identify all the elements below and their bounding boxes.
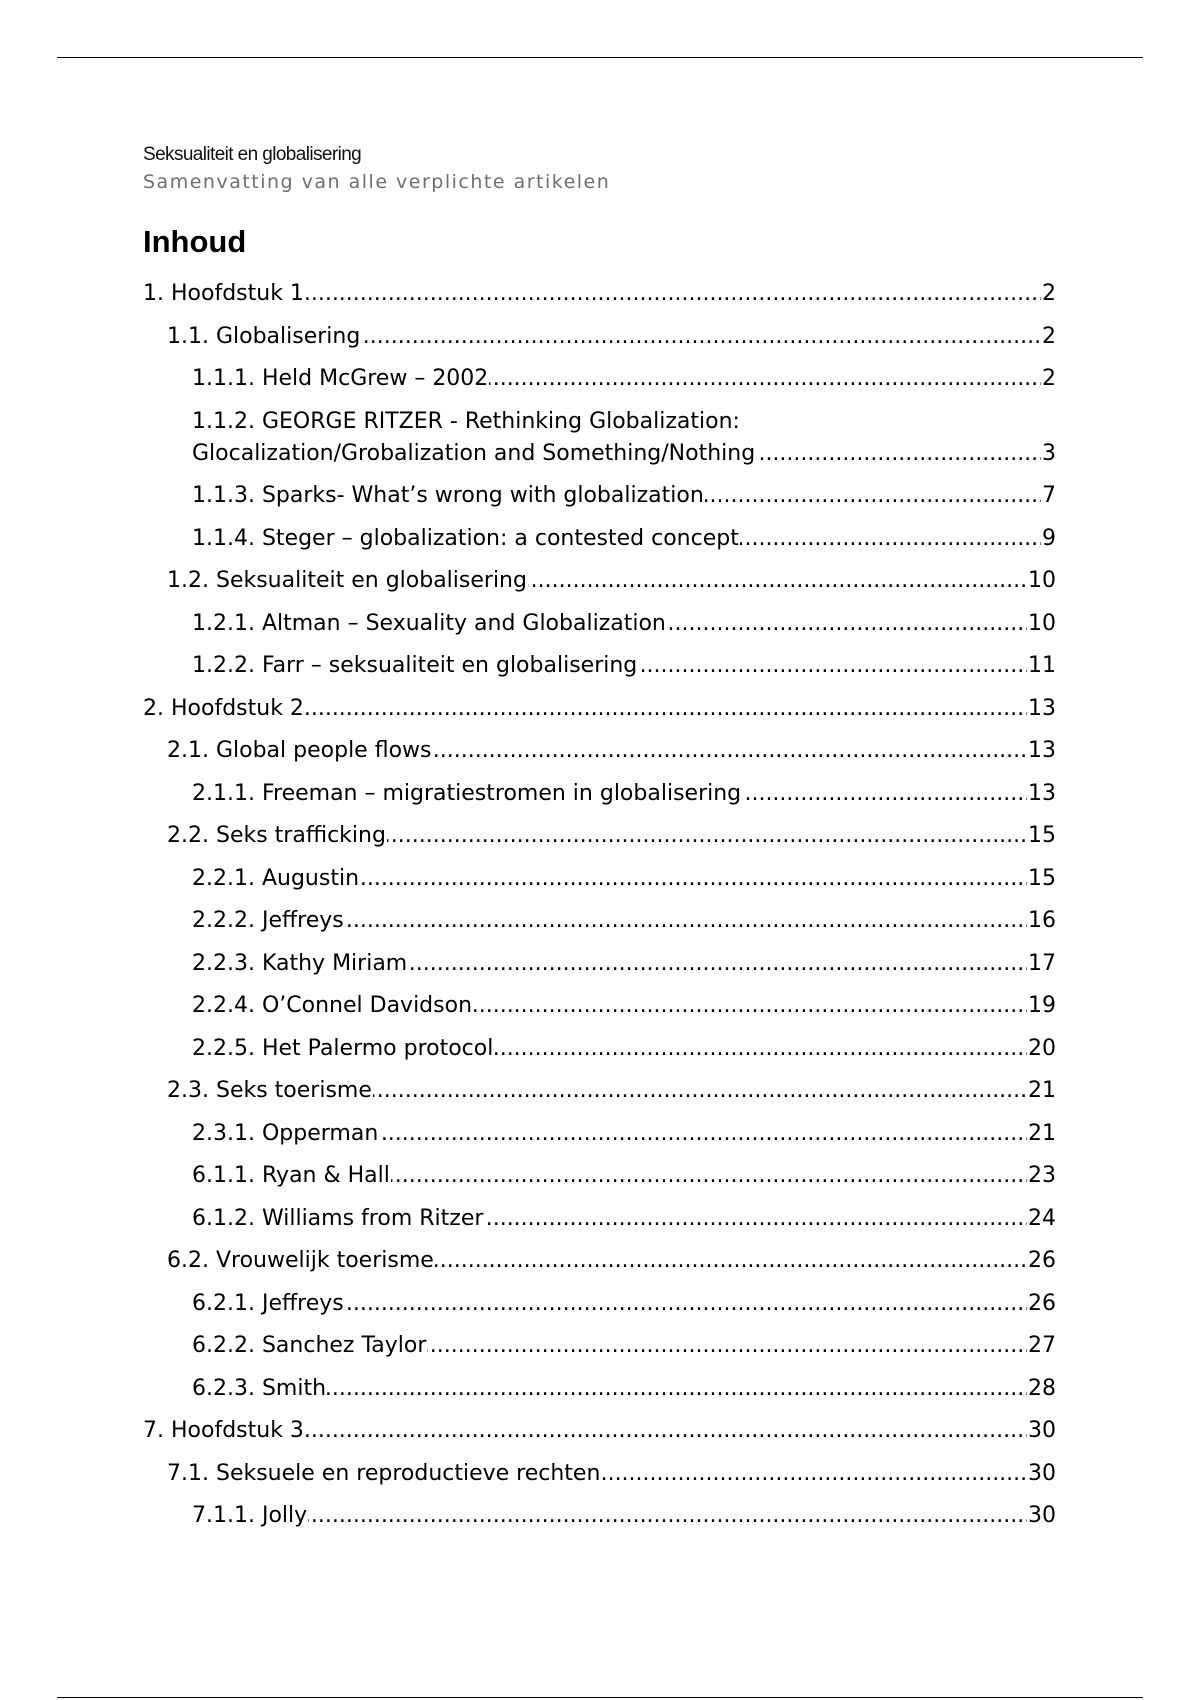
toc-entry-page-number: 26 — [1027, 1245, 1056, 1277]
toc-entry[interactable] — [143, 523, 1056, 555]
toc-entry-page-number: 15 — [1027, 820, 1056, 852]
toc-entry-page-number: 11 — [1027, 650, 1056, 682]
toc-entry[interactable] — [143, 863, 1056, 895]
toc-entry-leader — [143, 278, 1056, 310]
toc-entry-page-number: 24 — [1027, 1203, 1056, 1235]
toc-entry-leader — [143, 1415, 1056, 1447]
toc-entry-leader — [167, 1075, 1056, 1107]
toc-entry-leader — [192, 905, 1056, 937]
toc-entry-label-line1: 1.1.2. GEORGE RITZER - Rethinking Globalization: — [192, 408, 740, 434]
toc-entry-leader — [167, 1458, 1056, 1490]
document-subtitle: Samenvatting van alle verplichte artikelen — [143, 171, 611, 193]
toc-entry-label: 1.1.4. Steger – globalization: a contested concept — [192, 525, 739, 551]
toc-entry-label: 6.1.2. Williams from Ritzer — [192, 1205, 484, 1231]
toc-entry-leader — [192, 990, 1056, 1022]
toc-entry-leader — [192, 948, 1056, 980]
toc-entry-leader — [167, 820, 1056, 852]
toc-entry-label: 7.1. Seksuele en reproductieve rechten — [167, 1460, 601, 1486]
toc-entry-page-number: 16 — [1027, 905, 1056, 937]
toc-entry-leader — [143, 693, 1056, 725]
toc-entry-page-number: 17 — [1027, 948, 1056, 980]
toc-entry[interactable] — [143, 1245, 1056, 1277]
toc-entry[interactable] — [143, 406, 1056, 470]
toc-entry[interactable] — [143, 990, 1056, 1022]
toc-entry-page-number: 30 — [1027, 1500, 1056, 1532]
toc-entry[interactable] — [143, 1203, 1056, 1235]
toc-entry-page-number: 21 — [1027, 1118, 1056, 1150]
table-of-contents — [143, 278, 1056, 1543]
footer-rule — [57, 1697, 1143, 1698]
toc-entry-page-number: 2 — [1041, 321, 1056, 353]
toc-entry-label: 6.2.3. Smith — [192, 1375, 327, 1401]
toc-entry-label: 6.2.2. Sanchez Taylor — [192, 1333, 427, 1358]
toc-entry-leader — [167, 1245, 1056, 1277]
toc-entry[interactable] — [143, 905, 1056, 937]
toc-entry-page-number: 2 — [1041, 278, 1056, 310]
toc-entry-leader — [192, 608, 1056, 640]
toc-entry[interactable] — [143, 1458, 1056, 1490]
toc-entry-leader — [192, 1500, 1056, 1532]
toc-entry-leader — [167, 735, 1056, 767]
toc-entry-page-number: 28 — [1027, 1373, 1056, 1405]
toc-entry-page-number: 13 — [1027, 735, 1056, 767]
toc-entry[interactable] — [143, 321, 1056, 353]
toc-entry-leader — [192, 1203, 1056, 1235]
toc-entry-page-number: 19 — [1027, 990, 1056, 1022]
toc-entry-label: 1. Hoofdstuk 1 — [143, 281, 304, 306]
toc-entry-label: 2.1. Global people flows — [167, 738, 432, 763]
toc-entry-label: 6.1.1. Ryan & Hall — [192, 1163, 390, 1188]
toc-entry[interactable] — [143, 1033, 1056, 1065]
toc-entry-label: 2.2.2. Jeffreys — [192, 908, 344, 933]
toc-entry-page-number: 27 — [1027, 1330, 1056, 1362]
toc-entry-page-number: 23 — [1027, 1160, 1056, 1192]
toc-entry[interactable] — [143, 1118, 1056, 1150]
toc-entry-leader — [192, 863, 1056, 895]
toc-entry[interactable] — [143, 278, 1056, 310]
toc-entry-page-number: 30 — [1027, 1415, 1056, 1447]
toc-entry[interactable] — [143, 608, 1056, 640]
toc-entry-page-number: 13 — [1027, 778, 1056, 810]
toc-entry[interactable] — [143, 1160, 1056, 1192]
toc-entry-page-number: 2 — [1041, 363, 1056, 395]
toc-entry-label: 1.2. Seksualiteit en globalisering — [167, 568, 527, 593]
toc-entry-label: 2.2.5. Het Palermo protocol — [192, 1035, 494, 1061]
toc-entry-leader — [192, 1373, 1056, 1405]
toc-entry-leader — [167, 321, 1056, 353]
document-header — [143, 143, 1063, 194]
toc-entry-label: 2.3.1. Opperman — [192, 1120, 379, 1146]
toc-entry[interactable] — [143, 735, 1056, 767]
toc-entry[interactable] — [143, 693, 1056, 725]
toc-entry-label: 1.2.1. Altman – Sexuality and Globalization — [192, 610, 666, 636]
toc-entry-leader — [192, 1330, 1056, 1362]
toc-entry-leader — [192, 1118, 1056, 1150]
toc-entry-page-number: 3 — [1041, 438, 1056, 470]
toc-entry[interactable] — [143, 565, 1056, 597]
toc-entry-label: 1.1.1. Held McGrew – 2002 — [192, 366, 489, 391]
toc-entry-label: 2.2. Seks trafficking — [167, 823, 386, 848]
toc-entry-label: 2.1.1. Freeman – migratiestromen in globalisering — [192, 780, 742, 806]
toc-entry-label: 1.1.3. Sparks- What’s wrong with globalization — [192, 483, 704, 508]
toc-entry-label: 6.2. Vrouwelijk toerisme — [167, 1248, 434, 1273]
toc-entry-leader — [192, 778, 1056, 810]
toc-entry[interactable] — [143, 480, 1056, 512]
toc-entry[interactable] — [143, 1330, 1056, 1362]
toc-entry-label: Glocalization/Grobalization and Something/Nothing — [192, 440, 756, 466]
toc-entry-leader — [192, 1033, 1056, 1065]
toc-entry-page-number: 21 — [1027, 1075, 1056, 1107]
toc-entry-leader — [192, 650, 1056, 682]
toc-entry[interactable] — [143, 1075, 1056, 1107]
toc-entry-leader — [192, 1160, 1056, 1192]
toc-entry-label: 7. Hoofdstuk 3 — [143, 1418, 304, 1443]
toc-entry-label: 6.2.1. Jeffreys — [192, 1290, 344, 1316]
toc-entry-label: 2. Hoofdstuk 2 — [143, 695, 304, 721]
toc-entry-leader — [167, 565, 1056, 597]
toc-entry-label: 7.1.1. Jolly — [192, 1503, 308, 1528]
document-title: Seksualiteit en globalisering — [143, 144, 362, 165]
toc-entry-leader — [192, 438, 1056, 470]
toc-entry-page-number: 26 — [1027, 1288, 1056, 1320]
toc-entry-page-number: 10 — [1027, 608, 1056, 640]
toc-entry[interactable] — [143, 1288, 1056, 1320]
toc-entry-leader — [192, 1288, 1056, 1320]
toc-entry-label: 2.3. Seks toerisme — [167, 1078, 372, 1103]
toc-entry[interactable] — [143, 650, 1056, 682]
header-rule — [57, 57, 1143, 58]
toc-entry-page-number: 20 — [1027, 1033, 1056, 1065]
toc-entry-page-number: 7 — [1041, 480, 1056, 512]
toc-entry[interactable] — [143, 820, 1056, 852]
toc-heading: Inhoud — [143, 224, 247, 259]
toc-entry-label: 2.2.1. Augustin — [192, 865, 360, 891]
toc-entry-page-number: 15 — [1027, 863, 1056, 895]
toc-entry-label: 2.2.3. Kathy Miriam — [192, 950, 408, 976]
toc-entry[interactable] — [143, 1415, 1056, 1447]
toc-entry-leader — [192, 363, 1056, 395]
toc-entry-page-number: 10 — [1027, 565, 1056, 597]
toc-entry-page-number: 30 — [1027, 1458, 1056, 1490]
toc-entry[interactable] — [143, 363, 1056, 395]
toc-entry-page-number: 13 — [1027, 693, 1056, 725]
toc-entry-label: 2.2.4. O’Connel Davidson — [192, 993, 473, 1018]
toc-entry[interactable] — [143, 1373, 1056, 1405]
toc-entry-page-number: 9 — [1041, 523, 1056, 555]
toc-entry-label: 1.1. Globalisering — [167, 323, 361, 349]
toc-entry-leader — [192, 523, 1056, 555]
toc-entry[interactable] — [143, 948, 1056, 980]
toc-entry-label: 1.2.2. Farr – seksualiteit en globalisering — [192, 653, 638, 678]
toc-entry-leader — [192, 480, 1056, 512]
toc-entry[interactable] — [143, 1500, 1056, 1532]
toc-entry[interactable] — [143, 778, 1056, 810]
